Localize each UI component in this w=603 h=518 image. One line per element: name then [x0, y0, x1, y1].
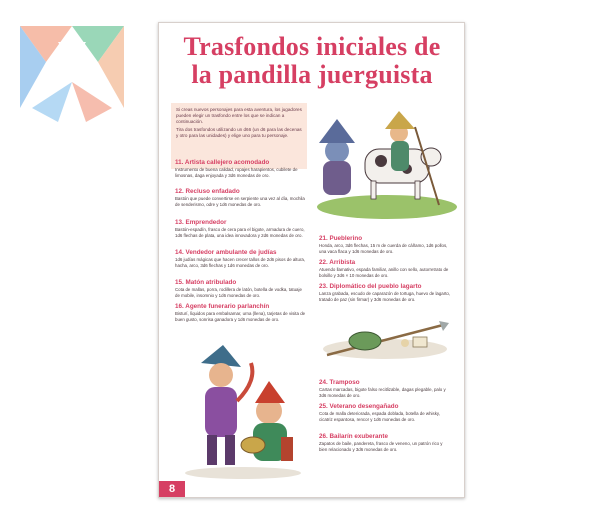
entry-body: Bisturí, líquidos para embalsamar, urna (llena), tarjetas de visita de buen gusto, sonrisa ganadora y 1d6 monedas de oro. [175, 311, 306, 322]
entry-body: Bastón-espadín, frasco de cera para el bigote, armadura de cuero, 1d6 flechas de plata, una idea innovadora y 2d6 monedas de oro. [175, 227, 305, 238]
entry-body: Atuendo llamativo, espada familiar, anillo con sello, autorretrato de bolsillo y 3d6 × 10 monedas de oro. [319, 267, 449, 278]
background-entry [319, 403, 451, 422]
entry-heading: 26. Bailarín exuberante [319, 433, 388, 440]
entry-heading: 14. Vendedor ambulante de judías [175, 249, 277, 256]
entry-heading: 22. Arribista [319, 259, 356, 266]
illustration-dancer-and-musician [177, 341, 309, 481]
entry-body: Instrumento de buena calidad, ropajes harapientos, cubilete de limosnas, daga enjoyada y 3d6 monedas de oro. [175, 167, 298, 178]
entry-body: 1d6 judías mágicas que hacen crecer tallos de 2d6 pisos de altura, hacha, arco, 3d6 flechas y 1d6 monedas de oro. [175, 257, 306, 268]
entry-heading: 13. Emprendedor [175, 219, 227, 226]
page-number: 8 [159, 481, 185, 497]
entry-heading: 12. Recluso enfadado [175, 188, 240, 195]
background-entry [175, 249, 307, 268]
entry-heading: 11. Artista callejero acomodado [175, 159, 270, 166]
entry-body: Lanza grabada, escudo de caparazón de tortuga, huevo de lagarto, tratado de paz (sin firmar) y 3d6 monedas de oro. [319, 291, 451, 302]
entry-heading: 21. Pueblerino [319, 235, 363, 242]
background-entry [319, 235, 451, 254]
illustration-spear-and-shield [319, 311, 451, 367]
background-entry [175, 279, 307, 298]
background-entry [175, 219, 307, 238]
entry-heading: 16. Agente funerario parlanchín [175, 303, 270, 310]
entry-body: Bastón que puede convertirse en serpiente una vez al día, mochila de senderismo, odre y 1d6 monedas de oro. [175, 196, 305, 207]
entry-heading: 25. Veterano desengañado [319, 403, 399, 410]
background-entry [175, 188, 307, 207]
entry-body: Cota de mallas, porra, rodillera de latón, botella de vodka, tatuaje de mobile, insomnio y 1d6 monedas de oro. [175, 287, 302, 298]
illustration-travellers-with-cow [307, 109, 457, 221]
entry-heading: 15. Matón atribulado [175, 279, 237, 286]
intro-paragraph: Tira dos trasfondos utilizando un d66 (un d6 para las decenas y otro para las unidades) y elige uno para tu personaje. [176, 127, 302, 139]
entry-body: Zapatos de baile, pandereta, frasco de veneno, un patrón rico y bien relacionado y 3d6 monedas de oro. [319, 441, 443, 452]
entry-body: Cota de malla deteriorada, espada doblada, botella de whisky, cicatriz espantosa, rencor y 1d6 monedas de oro. [319, 411, 440, 422]
entry-body: Cartas marcadas, bigote falso recitlizable, dagas plegable, palo y 3d6 monedas de oro. [319, 387, 446, 398]
background-entry [319, 379, 451, 398]
publisher-logo [12, 12, 132, 132]
intro-paragraph: Si creas nuevos personajes para esta aventura, los jugadores pueden elegir un trasfondo entre los que se indican a continuación. [176, 107, 302, 124]
background-entry [319, 259, 451, 278]
page-title: Trasfondos iniciales de la pandilla juerguista [183, 32, 441, 89]
background-entry [319, 283, 451, 302]
book-page [158, 22, 465, 498]
background-entry [175, 159, 307, 178]
background-entry [175, 303, 307, 322]
background-entry [319, 433, 451, 452]
entry-heading: 23. Diplomático del pueblo lagarto [319, 283, 422, 290]
entry-heading: 24. Tramposo [319, 379, 360, 386]
entry-body: Honda, arco, 3d6 flechas, 15 m de cuerda de cáñamo, 1d6 pollos, una vaca flaca y 1d6 monedas de oro. [319, 243, 448, 254]
